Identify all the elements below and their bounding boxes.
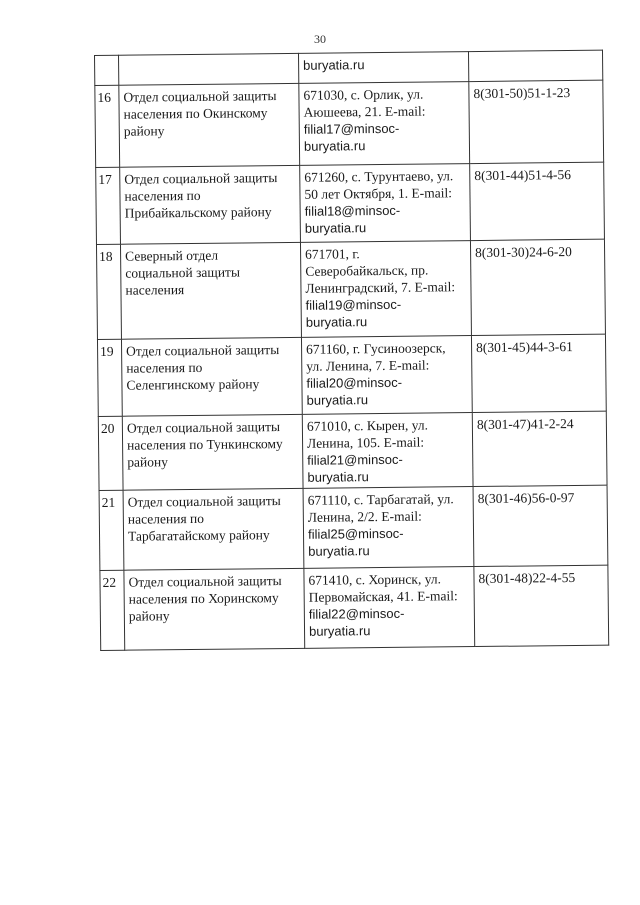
office-name xyxy=(124,568,305,650)
address-line: filial18@minsoc- xyxy=(304,202,401,219)
office-phone xyxy=(468,50,602,81)
phone-number: 8(301-48)22-4-55 xyxy=(478,569,576,587)
office-phone xyxy=(470,239,605,335)
office-address xyxy=(300,241,471,338)
address-line: 671010, с. Кырен, ул. xyxy=(306,417,429,434)
address-line: 671410, с. Хоринск, ул. xyxy=(308,571,442,588)
office-name xyxy=(120,165,301,244)
address-line: 671110, с. Тарбагатай, ул. xyxy=(307,491,454,508)
office-name-line: населения по Окинскому xyxy=(123,105,268,122)
office-name-line: Отдел социальной защиты xyxy=(126,342,280,359)
office-name-line: населения xyxy=(125,282,185,298)
office-name-line: населения по xyxy=(127,510,205,527)
address-line: ул. Ленина, 7. E-mail: xyxy=(306,357,430,374)
office-address xyxy=(301,336,472,415)
row-number: 16 xyxy=(95,85,120,167)
office-name-line: району xyxy=(123,123,165,139)
office-name xyxy=(123,488,304,570)
office-address xyxy=(303,487,474,569)
office-name xyxy=(119,53,299,85)
row-number: 21 xyxy=(99,490,124,570)
phone-number: 8(301-50)51-1-23 xyxy=(473,85,571,102)
office-phone xyxy=(474,565,609,646)
table-row xyxy=(96,162,605,244)
office-name-line: району xyxy=(128,608,170,624)
office-name xyxy=(122,414,303,490)
office-phone xyxy=(471,334,606,412)
office-name-line: Северный отдел xyxy=(125,247,219,264)
address-line: Ленина, 2/2. E-mail: xyxy=(307,508,422,525)
address-line: 671260, с. Турунтаево, ул. xyxy=(304,168,454,185)
phone-number: 8(301-30)24-6-20 xyxy=(475,244,572,261)
office-address xyxy=(302,413,473,489)
address-line: Аюшеева, 21. E-mail: xyxy=(303,103,426,120)
address-line: Северобайкальск, пр. xyxy=(305,262,429,279)
office-name-line: Отдел социальной защиты xyxy=(128,573,282,590)
office-name-line: району xyxy=(127,454,169,470)
office-name-line: населения по xyxy=(124,187,201,204)
table-row xyxy=(99,485,608,570)
address-line: 50 лет Октября, 1. E-mail: xyxy=(304,185,453,202)
office-name-line: Тарбагатайскому району xyxy=(127,527,270,544)
table-row xyxy=(95,80,604,167)
address-line: 671030, с. Орлик, ул. xyxy=(303,86,424,103)
office-address xyxy=(298,52,468,84)
row-number xyxy=(95,55,119,85)
address-line: filial20@minsoc- xyxy=(306,374,403,391)
office-phone xyxy=(473,485,608,566)
row-number: 17 xyxy=(96,167,121,244)
office-name-line: Отдел социальной защиты xyxy=(126,419,281,436)
address-line: Ленинградский, 7. E-mail: xyxy=(305,279,456,296)
office-name-line: населения по Тункинскому xyxy=(127,436,283,453)
address-line: Ленина, 105. E-mail: xyxy=(306,434,425,451)
office-name-line: Прибайкальскому району xyxy=(124,204,272,221)
address-line: filial22@minsoc- xyxy=(308,605,405,622)
address-line: buryatia.ru xyxy=(307,469,369,485)
office-name-line: населения по Хоринскому xyxy=(128,590,279,607)
row-number: 20 xyxy=(98,416,123,490)
row-number: 19 xyxy=(97,339,122,416)
address-line: filial25@minsoc- xyxy=(307,525,404,542)
page-number: 30 xyxy=(314,32,326,46)
address-line: 671701, г. xyxy=(305,246,360,262)
office-name xyxy=(119,83,300,167)
address-line: filial19@minsoc- xyxy=(305,296,402,313)
phone-number: 8(301-47)41-2-24 xyxy=(476,415,574,433)
address-line: 671160, г. Гусиноозерск, xyxy=(306,340,446,357)
offices-table xyxy=(94,50,609,651)
office-name xyxy=(120,242,301,339)
address-line: buryatia.ru xyxy=(308,623,371,639)
address-line: buryatia.ru xyxy=(304,220,367,236)
address-line: buryatia.ru xyxy=(303,57,365,73)
table-row xyxy=(100,565,609,650)
phone-number: 8(301-45)44-3-61 xyxy=(476,339,573,356)
office-name-line: Отдел социальной защиты xyxy=(124,170,278,187)
row-number: 22 xyxy=(100,570,125,650)
office-phone xyxy=(472,411,607,486)
office-address xyxy=(299,82,470,166)
office-address xyxy=(304,567,475,649)
address-line: buryatia.ru xyxy=(306,392,369,408)
office-phone xyxy=(469,80,604,163)
address-line: buryatia.ru xyxy=(308,543,370,559)
office-name-line: Отдел социальной защиты xyxy=(123,88,277,105)
row-number: 18 xyxy=(96,244,121,339)
address-line: Первомайская, 41. E-mail: xyxy=(308,588,458,605)
phone-number: 8(301-46)56-0-97 xyxy=(477,489,575,507)
office-address xyxy=(300,164,471,243)
office-name xyxy=(121,337,302,416)
address-line: buryatia.ru xyxy=(303,138,366,154)
office-name-line: социальной защиты xyxy=(125,264,241,281)
address-line: filial21@minsoc- xyxy=(307,451,403,468)
office-name-line: Отдел социальной защиты xyxy=(127,493,281,510)
address-line: filial17@minsoc- xyxy=(303,120,400,137)
table-row xyxy=(96,239,605,339)
table-row xyxy=(98,411,607,490)
office-phone xyxy=(470,162,605,240)
phone-number: 8(301-44)51-4-56 xyxy=(474,167,572,184)
office-name-line: Селенгинскому району xyxy=(126,376,260,393)
office-name-line: населения по xyxy=(126,359,203,376)
address-line: buryatia.ru xyxy=(305,314,368,330)
table-row xyxy=(97,334,606,416)
